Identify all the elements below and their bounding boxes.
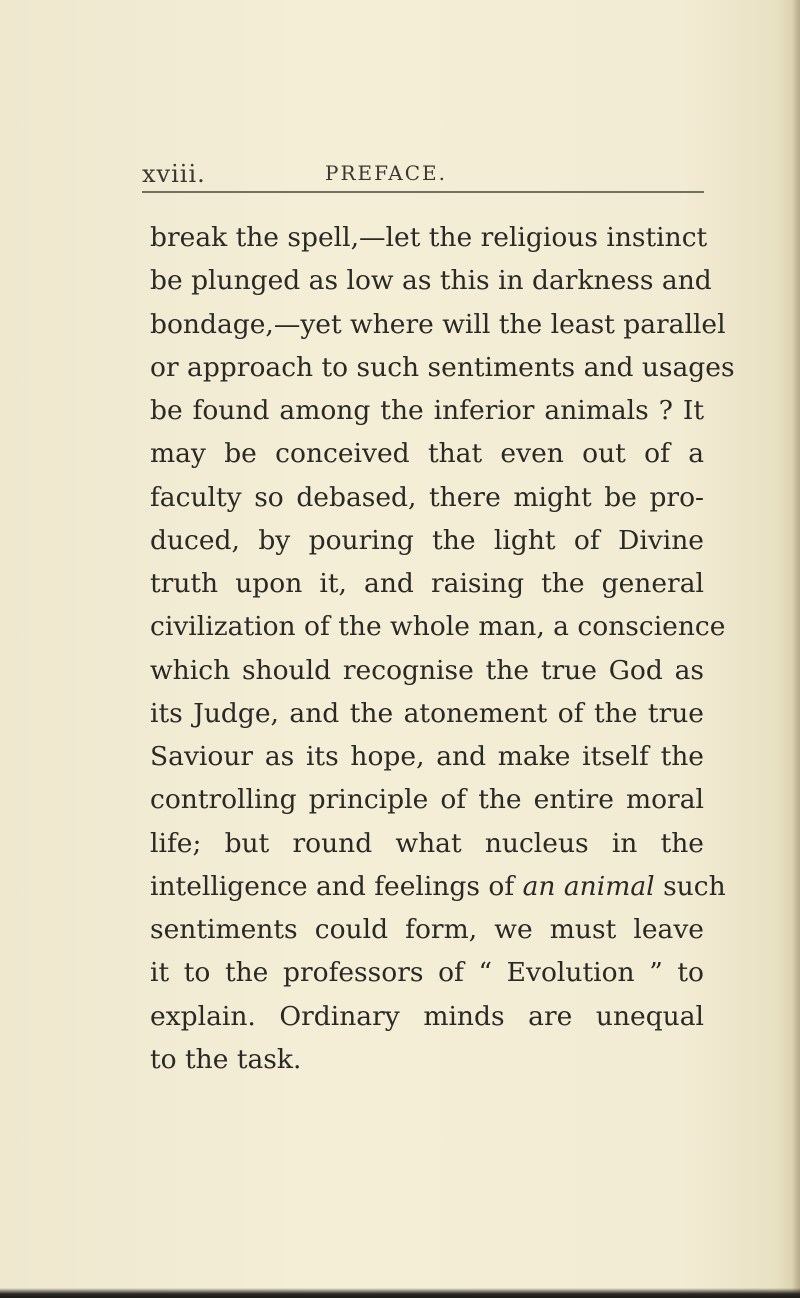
text-line: sentiments could form, we must leave — [150, 914, 704, 945]
text-line: bondage,—yet where will the least parallel — [150, 308, 726, 340]
header-rule — [142, 191, 704, 193]
text-line: faculty so debased, there might be pro- — [150, 481, 704, 513]
running-head — [142, 160, 702, 190]
text-line: be found among the inferior animals ? It — [150, 395, 704, 426]
text-line: duced, by pouring the light of Divine — [150, 524, 704, 556]
text-line: its Judge, and the atonement of the true — [150, 697, 704, 729]
text-line: life; but round what nucleus in the — [150, 827, 704, 859]
page-number: xviii. — [142, 160, 206, 188]
text-line: truth upon it, and raising the general — [150, 568, 704, 599]
text-line: may be conceived that even out of a — [150, 438, 704, 470]
page-edge-shadow — [792, 0, 800, 1298]
text-line-with-italic — [150, 865, 726, 908]
text-segment: intelligence and feelings of — [150, 870, 515, 902]
header-title: PREFACE. — [325, 161, 447, 185]
text-line: which should recognise the true God as — [150, 654, 704, 686]
text-line: it to the professors of “ Evolution ” to — [150, 957, 704, 989]
text-line: explain. Ordinary minds are unequal — [150, 1000, 704, 1032]
body-text — [150, 216, 735, 1081]
text-line: controlling principle of the entire moral — [150, 784, 704, 816]
page-bottom-edge — [0, 1288, 800, 1298]
text-line: break the spell,—let the religious instinct — [150, 222, 708, 253]
italic-phrase: an animal — [522, 870, 655, 902]
text-line: Saviour as its hope, and make itself the — [150, 741, 704, 772]
text-line-last: to the task. — [150, 1043, 302, 1075]
text-line: be plunged as low as this in darkness and — [150, 265, 712, 297]
text-line: civilization of the whole man, a conscience — [150, 611, 726, 643]
text-line: or approach to such sentiments and usages — [150, 351, 735, 383]
text-segment: such — [663, 870, 726, 902]
